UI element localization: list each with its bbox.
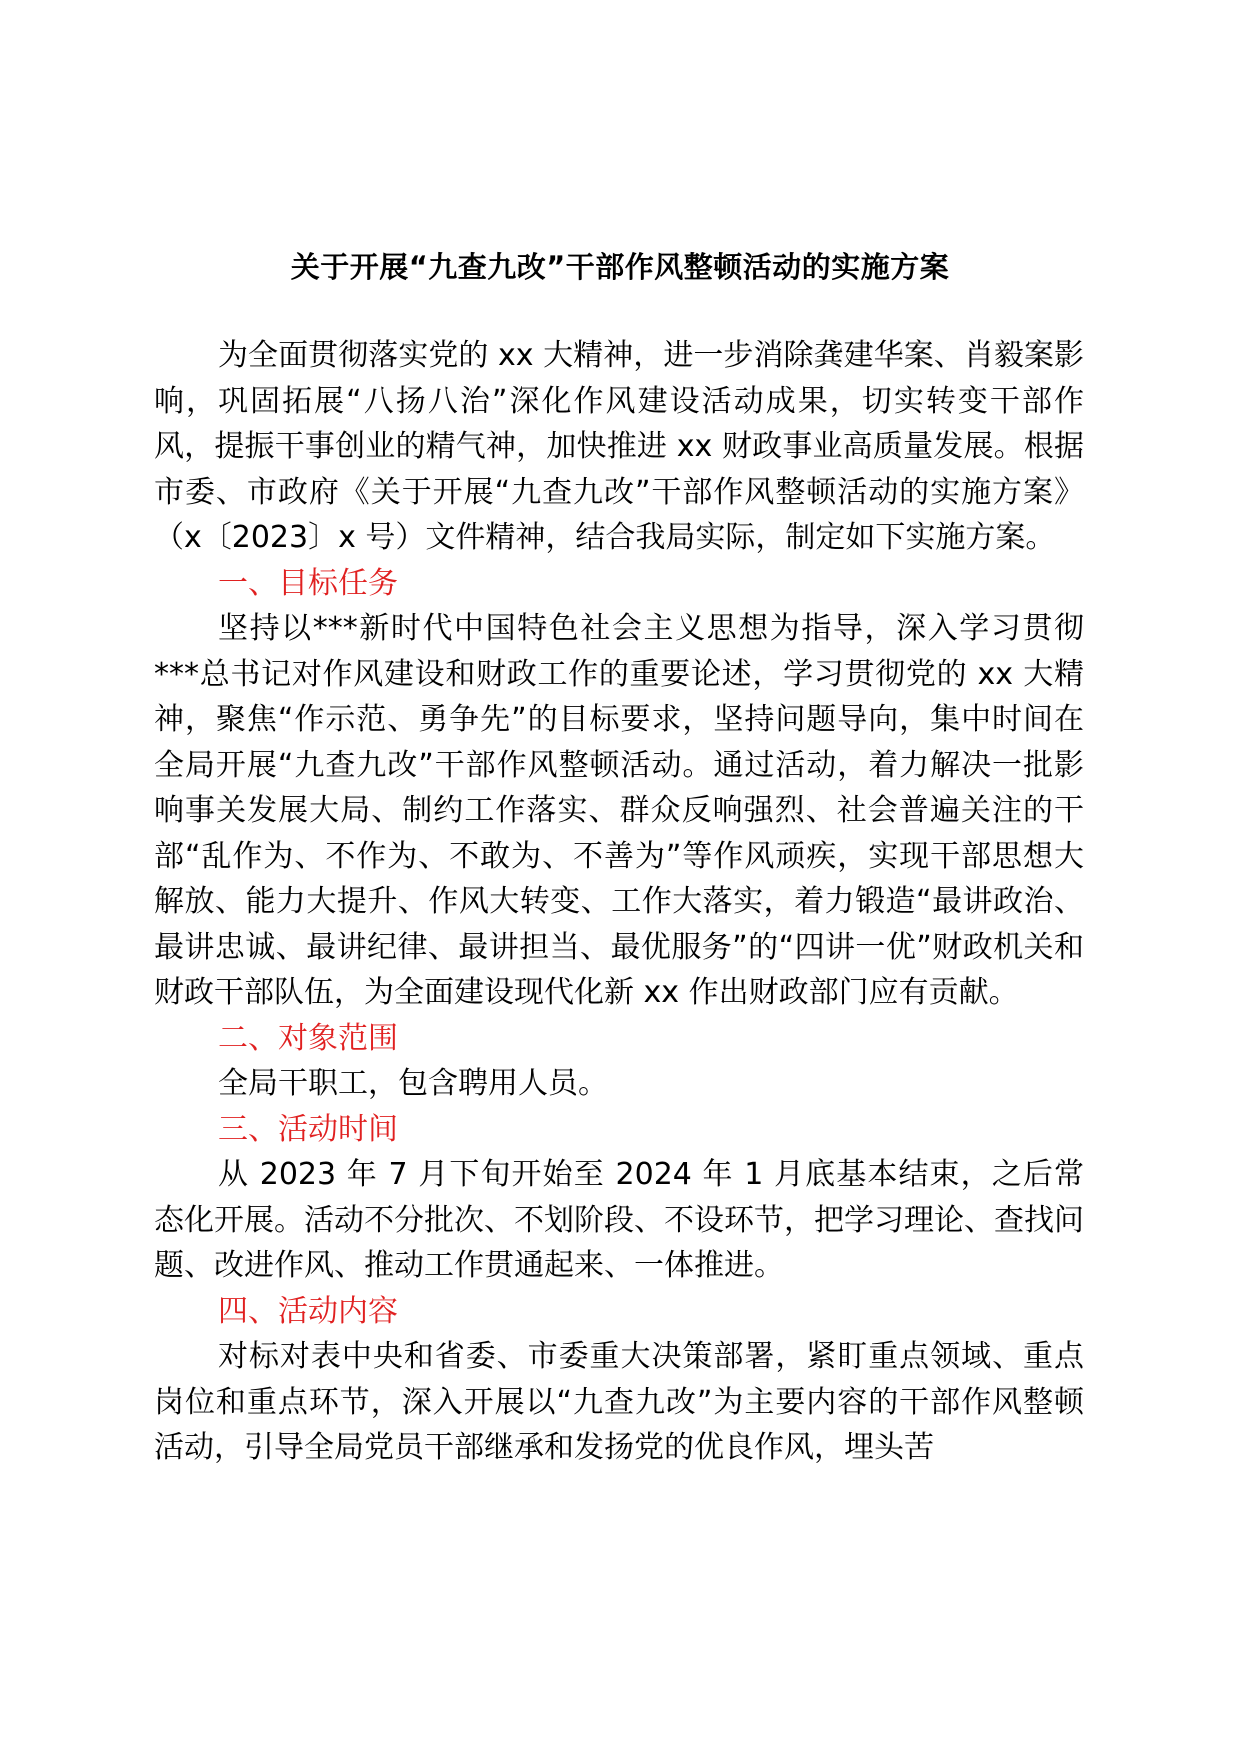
section-heading-time: 三、活动时间 <box>218 1111 398 1147</box>
document-body <box>154 333 1084 1471</box>
section-body-scope: 全局干职工，包含聘用人员。 <box>218 1066 608 1101</box>
section-body-time: 从 2023 年 7 月下旬开始至 2024 年 1 月底基本结束，之后常态化开展。活动不分批次、不划阶段、不设环节，把学习理论、查找问题、改进作风、推动工作贯通起来、一体推进。 <box>154 1157 1084 1283</box>
section-body-goals: 坚持以***新时代中国特色社会主义思想为指导，深入学习贯彻***总书记对作风建设和财政工作的重要论述，学习贯彻党的 xx 大精神，聚焦“作示范、勇争先”的目标要求，坚持问题导向，集中时间在全局开展“九查九改”干部作风整顿活动。通过活动，着力解决一批影响事关发展大局、制约工作落实、群众反响强烈、社会普遍关注的干部“乱作为、不作为、不敢为、不善为”等作风顽疾，实现干部思想大解放、能力大提升、作风大转变、工作大落实，着力锻造“最讲政治、最讲忠诚、最讲纪律、最讲担当、最优服务”的“四讲一优”财政机关和财政干部队伍，为全面建设现代化新 xx 作出财政部门应有贡献。 <box>154 611 1084 1010</box>
section-heading-scope: 二、对象范围 <box>218 1020 398 1056</box>
section-body-content: 对标对表中央和省委、市委重大决策部署，紧盯重点领域、重点岗位和重点环节，深入开展以“九查九改”为主要内容的干部作风整顿活动，引导全局党员干部继承和发扬党的优良作风，埋头苦 <box>154 1339 1084 1465</box>
intro-paragraph: 为全面贯彻落实党的 xx 大精神，进一步消除龚建华案、肖毅案影响，巩固拓展“八扬八治”深化作风建设活动成果，切实转变干部作风，提振干事创业的精气神，加快推进 xx 财政事业高质量发展。根据市委、市政府《关于开展“九查九改”干部作风整顿活动的实施方案》（x〔2023〕x 号）文件精神，结合我局实际，制定如下实施方案。 <box>154 338 1084 555</box>
document-title: 关于开展“九查九改”干部作风整顿活动的实施方案 <box>290 250 950 284</box>
section-heading-content: 四、活动内容 <box>218 1293 398 1329</box>
section-heading-goals: 一、目标任务 <box>218 565 398 601</box>
